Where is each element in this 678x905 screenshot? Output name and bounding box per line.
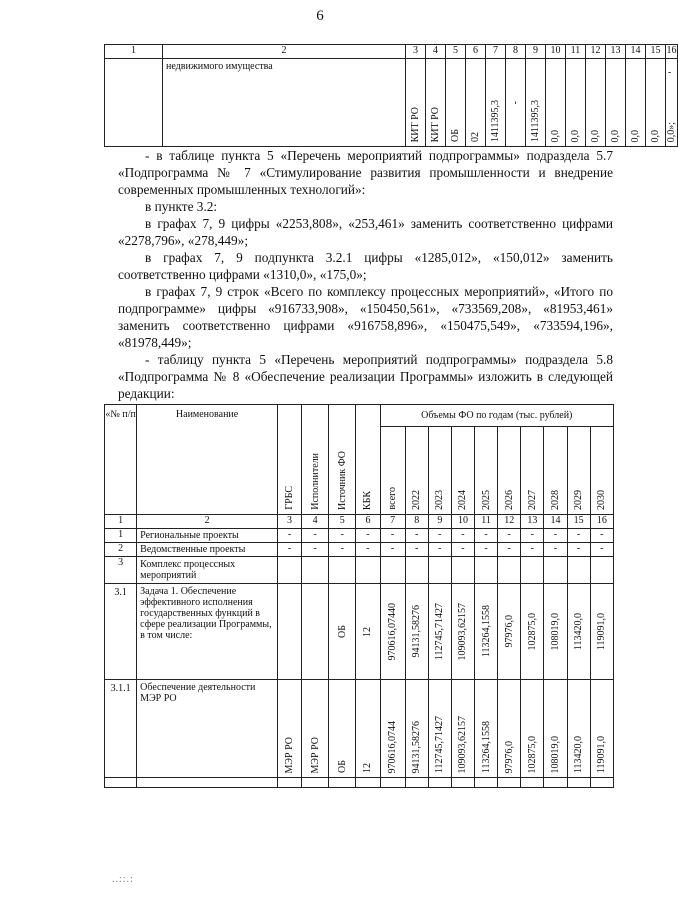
num-header: «№ п/п (105, 405, 137, 515)
row-cell: - (544, 529, 567, 543)
num-cell: 4 (426, 45, 446, 59)
year-value: 119091,0 (596, 612, 608, 651)
year-value: 97976,0 (503, 740, 515, 773)
row-cell: - (544, 543, 567, 557)
year-header: 2030 (596, 490, 608, 510)
paragraph: - в таблице пункта 5 «Перечень мероприятий подпрограммы» подраздела 5.7 «Подпрограмма № 7 «Стимулирование развития промышленности и внедрение современных промышленных технологий»: (118, 148, 613, 197)
row-cell: - (521, 543, 544, 557)
row-cell: - (356, 543, 380, 557)
volumes-header: Объемы ФО по годам (тыс. рублей) (380, 405, 614, 427)
executor-value: МЭР РО (309, 736, 321, 773)
num-cell: 3 (406, 45, 426, 59)
num-cell: 5 (329, 515, 356, 529)
table-row (105, 529, 614, 543)
year-header: 2024 (457, 490, 469, 510)
year-header: 2023 (434, 490, 446, 510)
row-cell: - (405, 529, 428, 543)
row-name: Региональные проекты (137, 529, 278, 543)
row-cell: - (498, 543, 521, 557)
row-cell: - (428, 529, 451, 543)
row-cell: - (567, 543, 590, 557)
num-cell: 13 (606, 45, 626, 59)
source-value: ОБ (450, 129, 461, 142)
num-cell: 14 (544, 515, 567, 529)
num-cell: 7 (380, 515, 405, 529)
grbs-header: ГРБС (284, 486, 296, 510)
top-table (104, 44, 678, 147)
paragraph: в графах 7, 9 строк «Всего по комплексу процессных мероприятий», «Итого по подпрограмме» цифры «916733,908», «150450,561», «733569,208», «81953,461» заменить соответственно цифрами «916758,896», «150475,549», «733594,196», «81978,449»; (118, 284, 613, 350)
num-cell: 4 (302, 515, 329, 529)
year-value: 0,0 (570, 129, 581, 142)
year-value: 1411395,3 (530, 99, 541, 142)
row-num: 3.1.1 (105, 680, 137, 778)
num-cell: 1 (105, 515, 137, 529)
row-cell: - (521, 529, 544, 543)
source-header: Источник ФО (336, 451, 348, 510)
row-name: Комплекс процессных мероприятий (137, 557, 278, 584)
row-num: 3.1 (105, 584, 137, 680)
year-value: - (510, 100, 521, 105)
year-value: 108019,0 (549, 612, 561, 651)
row-cell: - (428, 543, 451, 557)
kbk-header: КБК (362, 490, 374, 510)
row-cell: - (451, 543, 474, 557)
num-cell: 1 (105, 45, 163, 59)
row-name: Задача 1. Обеспечение эффективного исполнения государственных функций в сфере реализации Программы, в том числе: (137, 584, 278, 680)
year-value: 94131,58276 (411, 605, 423, 658)
year-value: 0,0 (550, 129, 561, 142)
row-cell: - (380, 543, 405, 557)
empty-cell (105, 59, 163, 147)
num-cell: 12 (586, 45, 606, 59)
num-cell: 13 (521, 515, 544, 529)
row-cell: - (475, 543, 498, 557)
margin-scribble: ..::.: (112, 874, 134, 885)
num-cell: 10 (546, 45, 566, 59)
year-value: 113264,1558 (480, 720, 492, 773)
page-number: 6 (316, 8, 324, 24)
table-row-empty (105, 778, 614, 788)
top-table-number-row (105, 45, 678, 59)
num-cell: 9 (526, 45, 546, 59)
year-value: 0,0»; (666, 121, 677, 142)
column-number-row (105, 515, 614, 529)
row-cell: - (451, 529, 474, 543)
kbk-value: 12 (362, 626, 374, 637)
year-value: 0,0 (590, 129, 601, 142)
year-value: 94131,58276 (411, 720, 423, 773)
table-row (105, 584, 614, 680)
row-num: 2 (105, 543, 137, 557)
year-value: 112745,71427 (434, 715, 446, 773)
executors-header: Исполнители (309, 453, 321, 510)
num-cell: 9 (428, 515, 451, 529)
year-value: 112745,71427 (434, 602, 446, 661)
year-header: 2029 (573, 490, 585, 510)
year-value: 119091,0 (596, 735, 608, 773)
num-cell: 10 (451, 515, 474, 529)
year-header: 2022 (411, 490, 423, 510)
row-cell: - (329, 543, 356, 557)
main-table (104, 404, 614, 788)
amendment-text (118, 147, 613, 402)
row-cell: - (277, 543, 301, 557)
year-header: 2027 (526, 490, 538, 510)
num-cell: 2 (137, 515, 278, 529)
kbk-value: 12 (362, 763, 374, 773)
paragraph: в графах 7, 9 подпункта 3.2.1 цифры «1285,012», «150,012» заменить соответственно цифрами «1310,0», «175,0»; (118, 250, 613, 282)
num-cell: 8 (506, 45, 526, 59)
source-value: ОБ (336, 760, 348, 773)
row-name: Обеспечение деятельности МЭР РО (137, 680, 278, 778)
year-value: 113420,0 (573, 735, 585, 773)
row-cell: - (329, 529, 356, 543)
table-row (105, 680, 614, 778)
year-header: 2025 (480, 490, 492, 510)
row-cell: - (356, 529, 380, 543)
row-cell: - (567, 529, 590, 543)
row-name: недвижимого имущества (163, 59, 406, 147)
num-cell: 15 (567, 515, 590, 529)
row-cell: - (475, 529, 498, 543)
num-cell: 6 (356, 515, 380, 529)
year-value: 113264,1558 (480, 605, 492, 658)
num-cell: 5 (446, 45, 466, 59)
executor-value: КИТ РО (430, 106, 441, 142)
num-cell: 6 (466, 45, 486, 59)
num-cell: 16 (590, 515, 613, 529)
num-cell: 11 (475, 515, 498, 529)
year-value: 102875,0 (526, 612, 538, 651)
num-cell: 15 (646, 45, 666, 59)
dash-mark: - (668, 67, 672, 78)
num-cell: 11 (566, 45, 586, 59)
row-num: 1 (105, 529, 137, 543)
num-cell: 16 (666, 45, 678, 59)
row-cell: - (302, 529, 329, 543)
grbs-value: МЭР РО (284, 736, 296, 773)
total-value: 970616,0744 (387, 720, 399, 773)
table-row (105, 557, 614, 584)
year-header: 2026 (503, 490, 515, 510)
source-value: ОБ (336, 625, 348, 638)
row-cell: - (302, 543, 329, 557)
year-header: 2028 (549, 490, 561, 510)
total-value: 970616,07440 (387, 602, 399, 661)
num-cell: 8 (405, 515, 428, 529)
row-num: 3 (105, 557, 137, 584)
year-value: 113420,0 (573, 612, 585, 651)
row-cell: - (590, 529, 613, 543)
num-cell: 7 (486, 45, 506, 59)
row-cell: - (405, 543, 428, 557)
year-value: 0,0 (650, 129, 661, 142)
name-header: Наименование (137, 405, 278, 515)
year-value: 97976,0 (503, 615, 515, 648)
num-cell: 14 (626, 45, 646, 59)
row-cell: - (498, 529, 521, 543)
year-value: 109093,62157 (457, 602, 469, 661)
year-value: 102875,0 (526, 735, 538, 773)
grbs-value: КИТ РО (410, 106, 421, 142)
year-value: 0,0 (630, 129, 641, 142)
year-header: всего (387, 487, 399, 510)
num-cell: 12 (498, 515, 521, 529)
paragraph: в графах 7, 9 цифры «2253,808», «253,461» заменить соответственно цифрами «2278,796», «278,449»; (118, 216, 613, 248)
paragraph: - таблицу пункта 5 «Перечень мероприятий подпрограммы» подраздела 5.8 «Подпрограмма № 8 «Обеспечение реализации Программы» изложить в следующей редакции: (118, 352, 613, 401)
row-cell: - (590, 543, 613, 557)
total-value: 1411395,3 (490, 99, 501, 142)
paragraph: в пункте 3.2: (145, 199, 218, 214)
year-value: 0,0 (610, 129, 621, 142)
year-value: 109093,62157 (457, 715, 469, 773)
kbk-value: 02 (470, 132, 481, 142)
year-value: 108019,0 (549, 735, 561, 773)
num-cell: 3 (277, 515, 301, 529)
num-cell: 2 (163, 45, 406, 59)
table-row (105, 543, 614, 557)
top-table-row (105, 59, 678, 147)
row-cell: - (380, 529, 405, 543)
row-name: Ведомственные проекты (137, 543, 278, 557)
row-cell: - (277, 529, 301, 543)
